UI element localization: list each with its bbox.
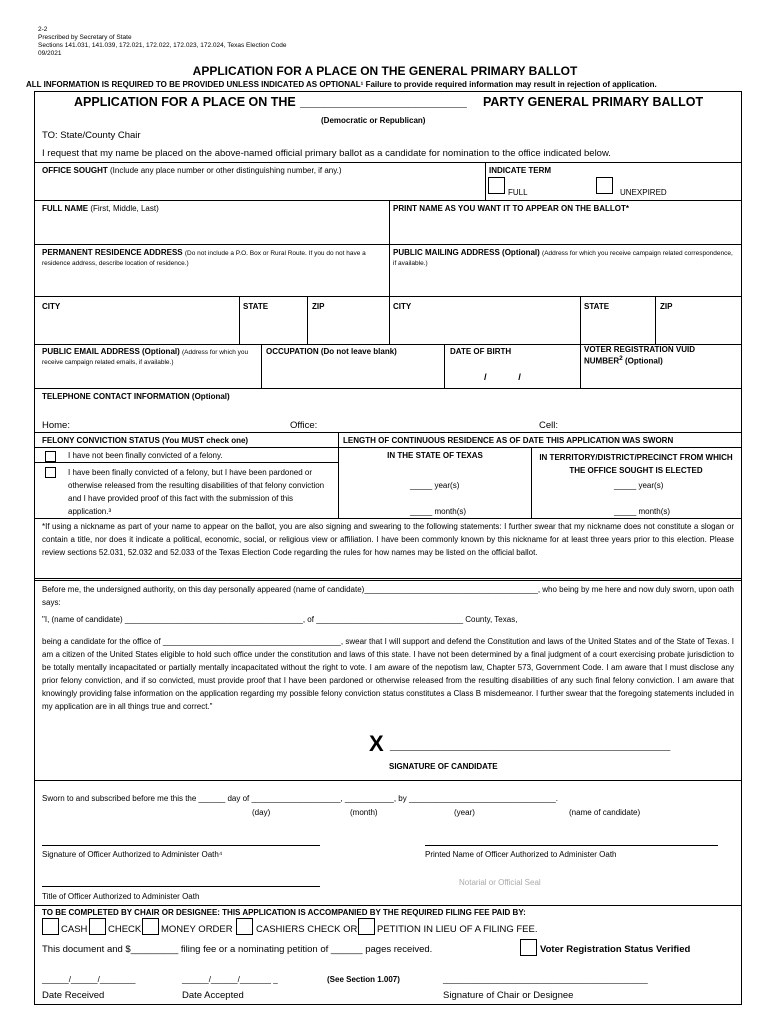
territory-years[interactable]: _____ year(s) <box>614 481 664 490</box>
to-line: TO: State/County Chair <box>42 130 141 141</box>
dob-label: DATE OF BIRTH <box>450 347 512 356</box>
vuid-label: VOTER REGISTRATION VUID NUMBER <box>584 345 695 366</box>
money-order-label: MONEY ORDER <box>161 924 233 935</box>
signature-line[interactable]: ____________________________________ <box>390 736 671 752</box>
document-received-line[interactable]: This document and $_________ filing fee or a nominating petition of ______ pages received. <box>42 944 433 955</box>
cashiers-check-label: CASHIERS CHECK OR <box>256 924 358 935</box>
perm-address-label: PERMANENT RESIDENCE ADDRESS <box>42 248 183 257</box>
officer-signature-label[interactable]: Signature of Officer Authorized to Administer Oath⁴ <box>42 850 223 859</box>
indicate-term-label: INDICATE TERM <box>489 166 552 175</box>
cash-label: CASH <box>61 924 88 935</box>
oath-intro: Before me, the undersigned authority, on this day personally appeared (name of candidate)_______________________________________, who being by me here and now duly sworn, upon oath says: <box>42 585 734 607</box>
notarial-seal: Notarial or Official Seal <box>459 878 541 887</box>
officer-title-label[interactable]: Title of Officer Authorized to Administer Oath <box>42 892 200 901</box>
felony-title: FELONY CONVICTION STATUS (You MUST check one) <box>42 436 249 445</box>
city-label-1[interactable]: CITY <box>42 302 61 311</box>
office-sought-note: (Include any place number or other distinguishing number, if any.) <box>110 166 342 175</box>
date-accepted-field[interactable]: ______/______/_______ _ <box>182 975 278 984</box>
check-label: CHECK <box>108 924 142 935</box>
vuid-footnote: 2 <box>619 355 623 362</box>
prescribed-text: Prescribed by Secretary of State <box>38 34 132 41</box>
voter-verified-label: Voter Registration Status Verified <box>540 944 691 955</box>
petition-checkbox[interactable] <box>358 918 375 935</box>
term-unexpired-label: UNEXPIRED <box>620 188 667 197</box>
officer-printed-name-label[interactable]: Printed Name of Officer Authorized to Administer Oath <box>425 850 617 859</box>
full-name-field[interactable] <box>42 204 159 214</box>
request-text: I request that my name be placed on the above-named official primary ballot as a candidate for nomination to the office indicated below. <box>42 148 611 159</box>
office-sought-field[interactable] <box>42 166 342 176</box>
date-received-field[interactable]: ______/______/________ <box>42 975 136 984</box>
office-sought-label: OFFICE SOUGHT <box>42 166 108 175</box>
mailing-address-note: (Address for which you receive campaign related correspondence, if available.) <box>393 250 733 267</box>
occupation-field[interactable]: OCCUPATION (Do not leave blank) <box>266 347 397 356</box>
term-full-label: FULL <box>508 188 528 197</box>
chair-signature-field[interactable]: ______________________________________________ <box>443 975 648 984</box>
print-name-field[interactable]: PRINT NAME AS YOU WANT IT TO APPEAR ON THE BALLOT* <box>393 204 630 213</box>
chair-signature-label: Signature of Chair or Designee <box>443 990 574 1001</box>
term-unexpired-checkbox[interactable] <box>596 177 613 194</box>
territory-months[interactable]: _____ month(s) <box>614 507 671 516</box>
check-checkbox[interactable] <box>89 918 106 935</box>
see-section-note: (See Section 1.007) <box>327 975 400 984</box>
nickname-statement: *If using a nickname as part of your name to appear on the ballot, you are also signing and swearing to the following statements: I further swear that my nickname does not constitute a slogan or contain a title, nor does it indicate a political, economic, social, or religious view or affiliation. I have been commonly known by this nickname for at least three years prior to this election. Please review sections 52.031, 52.032 and 52.033 of the Texas Election Code regarding the rules for how names may be listed on the official ballot. <box>42 522 734 557</box>
oath-body: being a candidate for the office of ________________________________________, swear that I will support and defend the Constitution and laws of the United States and of the State of Texas. I am a citizen of the United States eligible to hold such office under the constitution and laws of this state. I have not been determined by a final judgment of a court exercising probate jurisdiction to be totally mentally incapacitated or partially mentally incapacitated without the right to vote. I am aware of the nepotism law, Chapter 573, Government Code. I am aware that I must disclose any prior felony conviction, and if so convicted, must provide proof that I have been pardoned or otherwise released from the resulting disabilities of any such final felony conviction. I am aware that knowingly providing false information on the application regarding my possible felony conviction status constitutes a Class B misdemeanor. I further swear that the foregoing statements included in my application are in all things true and correct." <box>42 637 734 711</box>
sworn-year: (year) <box>454 808 475 817</box>
dob-field[interactable]: / / <box>484 372 521 383</box>
oath-name-line[interactable]: "I, (name of candidate) ________________________________________, of _________________________________ County, Texas, <box>42 615 518 624</box>
full-name-label: FULL NAME <box>42 204 89 213</box>
sworn-line[interactable]: Sworn to and subscribed before me this the ______ day of ____________________, ___________, by _________________________________. <box>42 794 558 803</box>
cashiers-check-checkbox[interactable] <box>236 918 253 935</box>
party-blank[interactable]: ________________________ <box>300 95 467 109</box>
term-full-checkbox[interactable] <box>488 177 505 194</box>
state-label-2[interactable]: STATE <box>584 302 610 311</box>
perm-address-field[interactable] <box>42 248 382 268</box>
date-accepted-label: Date Accepted <box>182 990 244 1001</box>
phone-office[interactable]: Office: <box>290 420 318 431</box>
form-title-right: PARTY GENERAL PRIMARY BALLOT <box>483 95 704 109</box>
phone-cell[interactable]: Cell: <box>539 420 559 431</box>
money-order-checkbox[interactable] <box>142 918 159 935</box>
chair-title: TO BE COMPLETED BY CHAIR OR DESIGNEE: THIS APPLICATION IS ACCOMPANIED BY THE REQUIRED FILING FEE PAID BY: <box>42 908 526 917</box>
in-state-label: IN THE STATE OF TEXAS <box>387 451 483 460</box>
required-notice: ALL INFORMATION IS REQUIRED TO BE PROVIDED UNLESS INDICATED AS OPTIONAL¹ Failure to provide required information may result in rejection of application. <box>26 80 657 89</box>
email-field[interactable] <box>42 347 257 367</box>
vuid-field[interactable] <box>584 345 734 367</box>
felony-none-label: I have not been finally convicted of a felony. <box>68 451 223 460</box>
perm-address-note: (Do not include a P.O. Box or Rural Route. If you do not have a residence address, describe location of residence.) <box>42 250 366 267</box>
state-months[interactable]: _____ month(s) <box>410 507 467 516</box>
sections-text: Sections 141.031, 141.039, 172.021, 172.022, 172.023, 172.024, Texas Election Code <box>38 42 287 49</box>
signature-label: SIGNATURE OF CANDIDATE <box>389 762 498 771</box>
page-title: APPLICATION FOR A PLACE ON THE GENERAL PRIMARY BALLOT <box>192 64 578 78</box>
vuid-optional: (Optional) <box>624 356 663 366</box>
felony-pardoned-label: I have been finally convicted of a felony, but I have been pardoned or otherwise released from the resulting disabilities of that felony conviction and I have provided proof of this fact with the submission of this application.³ <box>68 468 325 516</box>
city-label-2[interactable]: CITY <box>393 302 412 311</box>
date-received-label: Date Received <box>42 990 105 1001</box>
state-years[interactable]: _____ year(s) <box>410 481 460 490</box>
phone-home[interactable]: Home: <box>42 420 70 431</box>
zip-label-2[interactable]: ZIP <box>660 302 673 311</box>
petition-label: PETITION IN LIEU OF A FILING FEE. <box>377 924 538 935</box>
residence-title: LENGTH OF CONTINUOUS RESIDENCE AS OF DATE THIS APPLICATION WAS SWORN <box>343 436 674 445</box>
felony-pardoned-checkbox[interactable] <box>45 467 56 478</box>
voter-verified-checkbox[interactable] <box>520 939 537 956</box>
sworn-name: (name of candidate) <box>569 808 641 817</box>
full-name-note: (First, Middle, Last) <box>90 204 159 213</box>
party-note: (Democratic or Republican) <box>321 116 426 125</box>
cash-checkbox[interactable] <box>42 918 59 935</box>
email-label: PUBLIC EMAIL ADDRESS (Optional) <box>42 347 180 356</box>
form-number: 2-2 <box>38 26 48 33</box>
email-note: (Address for which you receive campaign related emails, if available.) <box>42 349 249 366</box>
sworn-day: (day) <box>252 808 271 817</box>
state-label-1[interactable]: STATE <box>243 302 269 311</box>
in-territory-label: IN TERRITORY/DISTRICT/PRECINCT FROM WHICH THE OFFICE SOUGHT IS ELECTED <box>539 453 733 475</box>
felony-none-checkbox[interactable] <box>45 451 56 462</box>
form-title-left: APPLICATION FOR A PLACE ON THE <box>74 95 296 109</box>
signature-x: X <box>369 731 384 756</box>
form-date: 09/2021 <box>38 50 62 57</box>
mailing-address-label: PUBLIC MAILING ADDRESS (Optional) <box>393 248 540 257</box>
sworn-month: (month) <box>350 808 378 817</box>
mailing-address-field[interactable] <box>393 248 733 268</box>
zip-label-1[interactable]: ZIP <box>312 302 325 311</box>
phone-label: TELEPHONE CONTACT INFORMATION (Optional) <box>42 392 230 401</box>
